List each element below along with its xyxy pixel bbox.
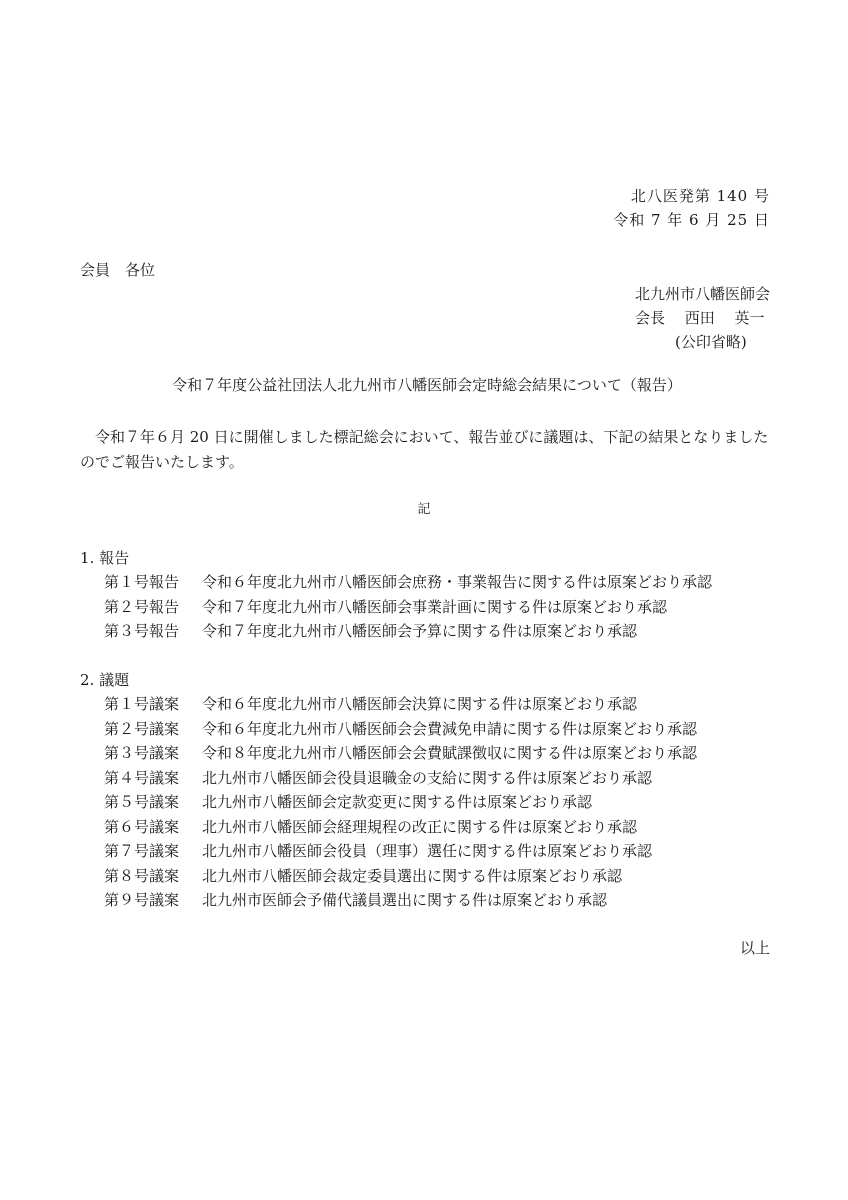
- item-text: 令和６年度北九州市八幡医師会会費減免申請に関する件は原案どおり承認: [202, 719, 698, 738]
- item-text: 令和８年度北九州市八幡医師会会費賦課徴収に関する件は原案どおり承認: [202, 744, 698, 762]
- issue-date: 令和 7 年 6 月 25 日: [613, 211, 770, 229]
- list-item: [104, 839, 652, 864]
- closing-mark: 以上: [739, 939, 770, 957]
- list-item: [104, 815, 637, 840]
- list-item: [104, 888, 607, 913]
- item-label: 第５号議案: [104, 793, 180, 811]
- item-text: 北九州市医師会予備代議員選出に関する件は原案どおり承認: [202, 891, 608, 909]
- item-text: 北九州市八幡医師会定款変更に関する件は原案どおり承認: [202, 793, 593, 811]
- list-item: [104, 864, 622, 889]
- list-item: [104, 570, 712, 595]
- list-item: [104, 717, 697, 742]
- item-label: 第４号議案: [104, 768, 180, 787]
- item-text: 令和７年度北九州市八幡医師会事業計画に関する件は原案どおり承認: [202, 597, 668, 616]
- list-item: [104, 741, 697, 766]
- ki-marker: 記: [417, 502, 431, 517]
- body-paragraph: 令和７年６月 20 日に開催しました標記総会において、報告並びに議題は、下記の結果となりましたのでご報告いたします。: [80, 428, 769, 471]
- item-label: 第２号議案: [104, 719, 180, 738]
- document-title: 令和７年度公益社団法人北九州市八幡医師会定時総会結果について（報告）: [172, 376, 682, 394]
- item-label: 第３号報告: [104, 622, 180, 640]
- list-item: [104, 766, 652, 791]
- section-heading-reports: 1. 報告: [80, 549, 130, 567]
- sender-title-name: 会長 西田 英一: [634, 309, 765, 327]
- list-item: [104, 595, 667, 620]
- item-text: 北九州市八幡医師会役員（理事）選任に関する件は原案どおり承認: [202, 842, 653, 860]
- item-label: 第１号議案: [104, 695, 180, 713]
- seal-omitted-note: (公印省略): [674, 333, 747, 351]
- item-label: 第１号報告: [104, 573, 180, 591]
- item-text: 令和６年度北九州市八幡医師会庶務・事業報告に関する件は原案どおり承認: [202, 573, 713, 591]
- addressee: 会員 各位: [80, 261, 156, 279]
- item-label: 第６号議案: [104, 817, 180, 836]
- item-label: 第８号議案: [104, 866, 180, 885]
- item-label: 第２号報告: [104, 597, 180, 616]
- list-item: [104, 790, 592, 815]
- item-label: 第９号議案: [104, 891, 180, 909]
- item-text: 北九州市八幡医師会裁定委員選出に関する件は原案どおり承認: [202, 866, 623, 885]
- item-label: 第７号議案: [104, 842, 180, 860]
- item-text: 北九州市八幡医師会役員退職金の支給に関する件は原案どおり承認: [202, 768, 653, 787]
- list-item: [104, 692, 637, 717]
- sender-organization: 北九州市八幡医師会: [634, 285, 770, 303]
- section-heading-agenda: 2. 議題: [80, 671, 130, 689]
- list-item: [104, 619, 637, 644]
- item-text: 令和７年度北九州市八幡医師会予算に関する件は原案どおり承認: [202, 622, 638, 640]
- document-number: 北八医発第 140 号: [630, 187, 770, 205]
- sender-block: [635, 282, 770, 354]
- item-text: 北九州市八幡医師会経理規程の改正に関する件は原案どおり承認: [202, 817, 638, 836]
- item-text: 令和６年度北九州市八幡医師会決算に関する件は原案どおり承認: [202, 695, 638, 713]
- doc-header: [613, 184, 770, 232]
- item-label: 第３号議案: [104, 744, 180, 762]
